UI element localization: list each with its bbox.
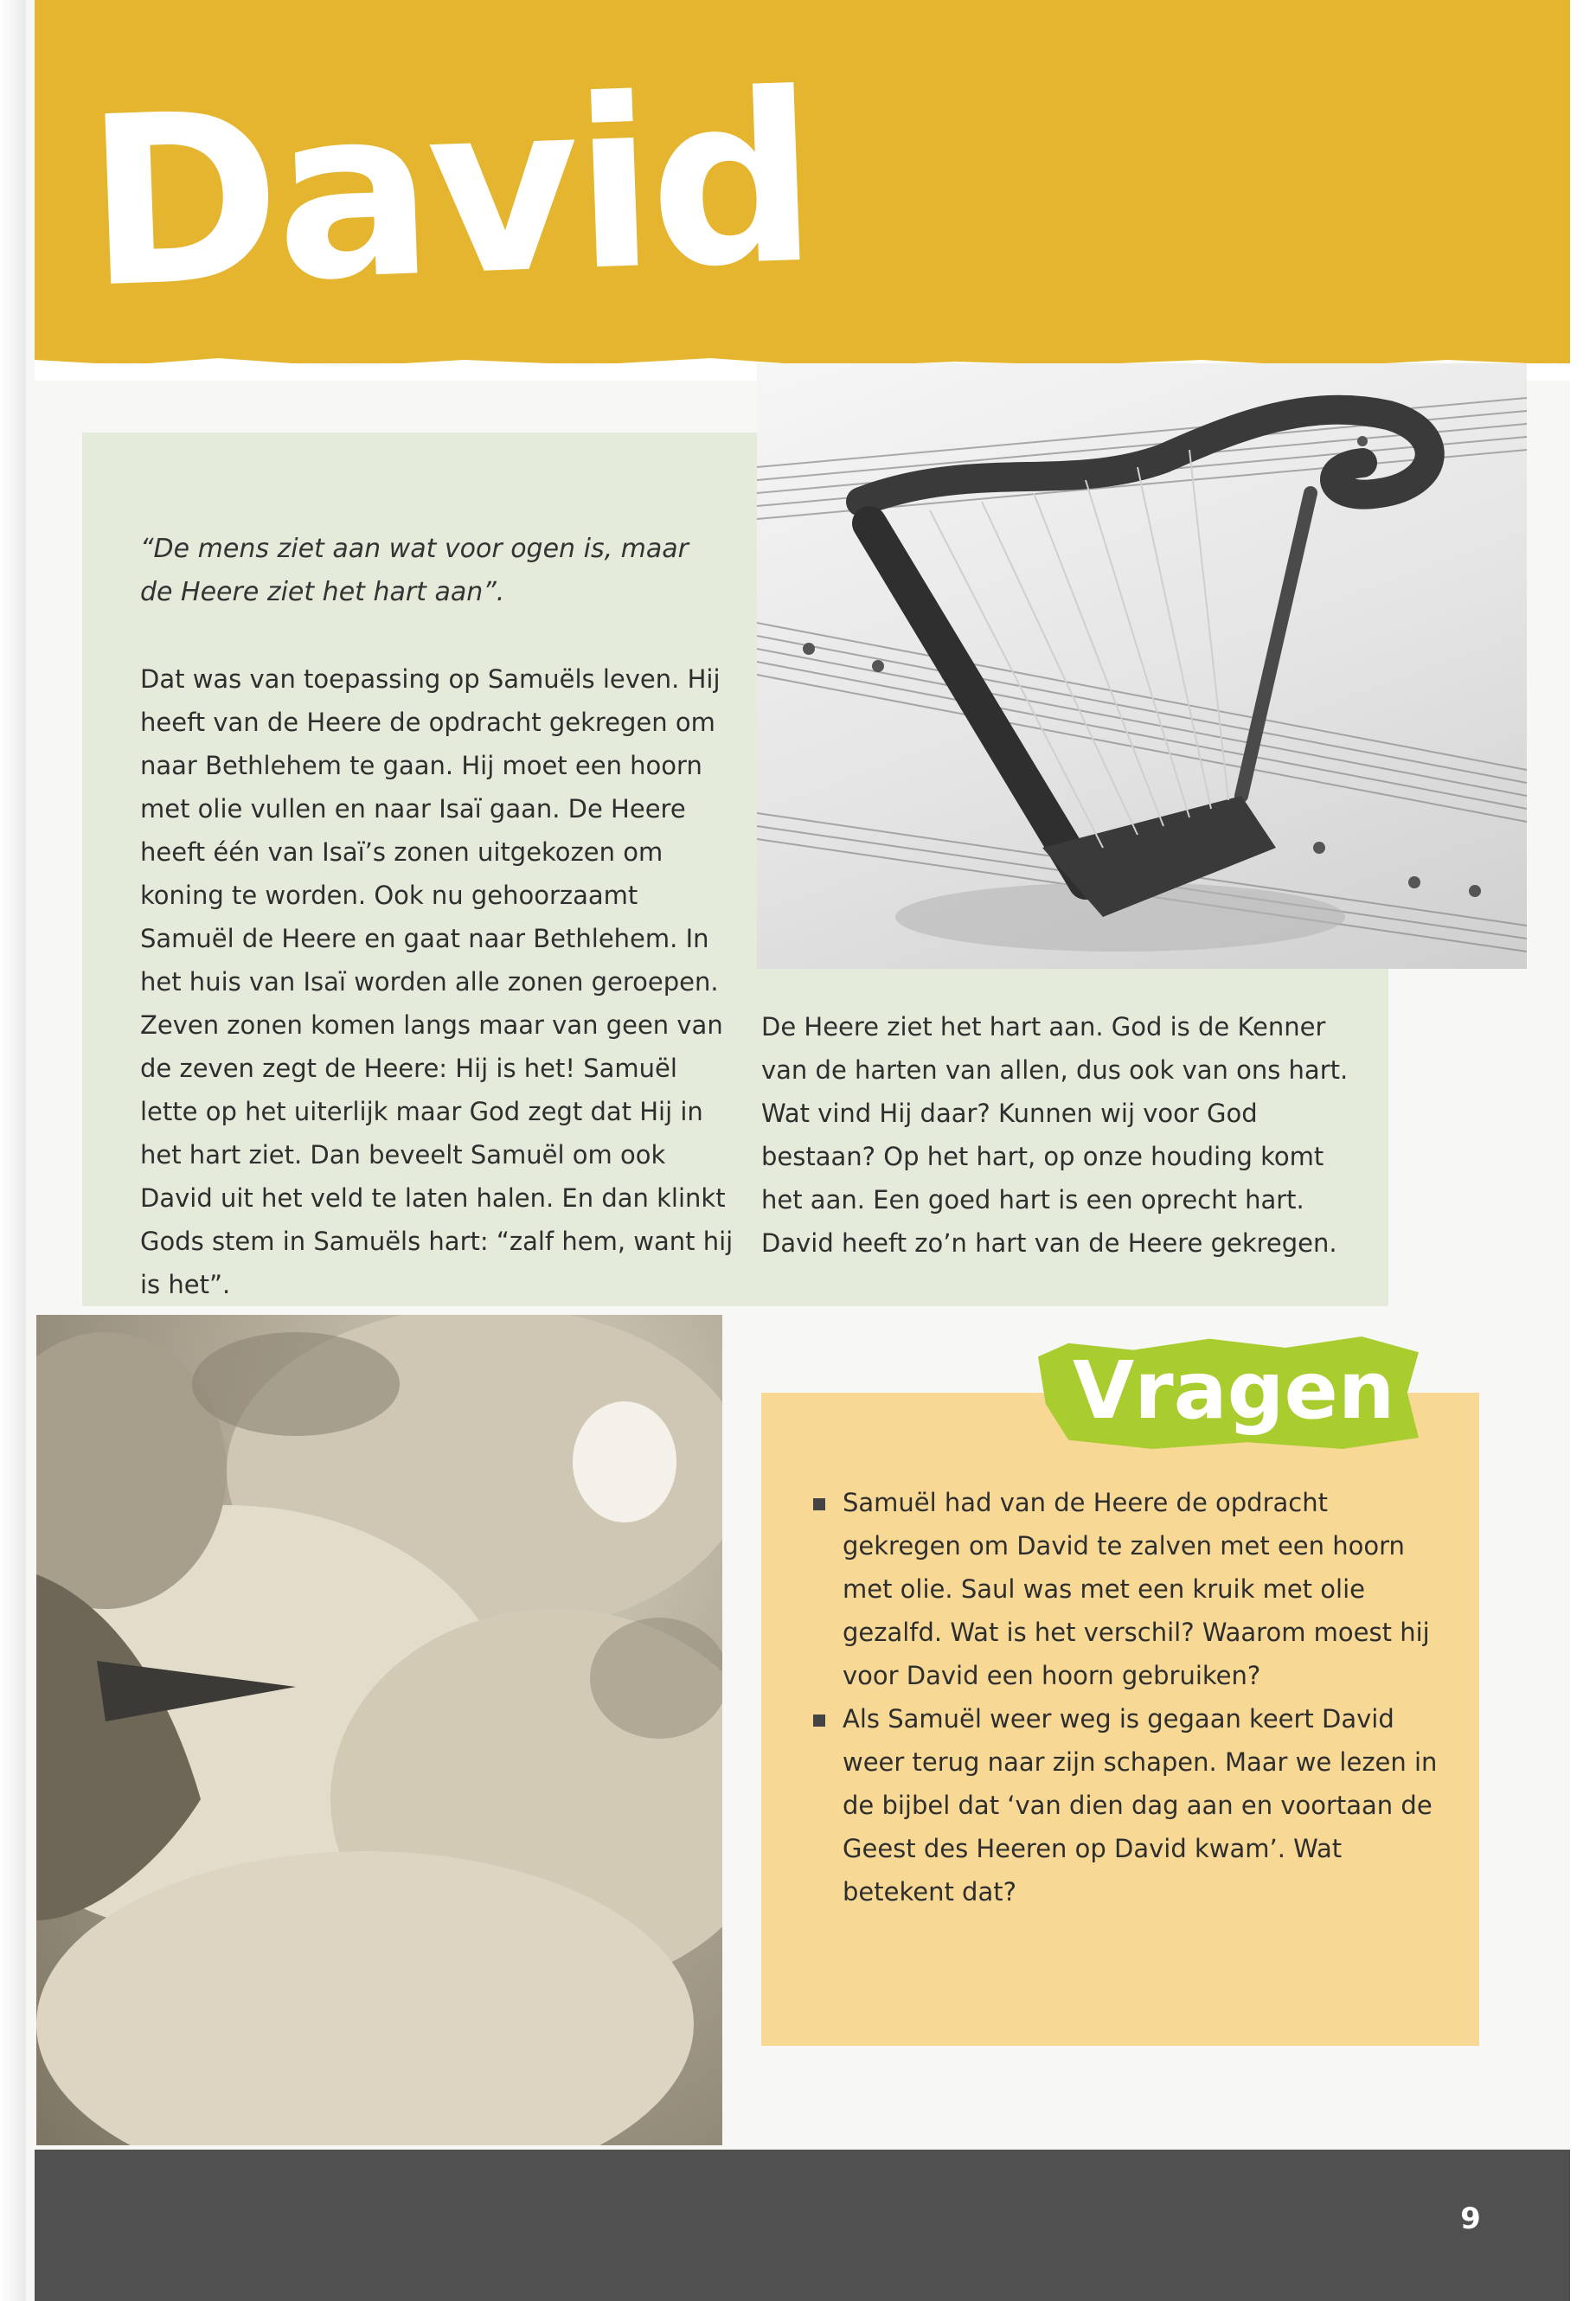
- sheep-photo: [36, 1315, 722, 2145]
- questions-heading: Vragen: [1073, 1344, 1395, 1437]
- questions-list: [813, 1481, 1453, 1913]
- page-number: 9: [1460, 2202, 1481, 2236]
- question-item: Als Samuël weer weg is gegaan keert David weer terug naar zijn schapen. Maar we lezen in de bijbel dat ‘van dien dag aan en voortaan de Geest des Heeren op David kwam’. Wat betekent dat?: [813, 1697, 1453, 1913]
- sheep-image: [36, 1315, 722, 2145]
- page-title: David: [81, 42, 817, 340]
- footer-band: [35, 2150, 1570, 2301]
- harp-photo: [757, 363, 1527, 969]
- body-paragraph-1: Dat was van toepassing op Samuëls leven. Hij heeft van de Heere de opdracht gekregen om naar Bethlehem te gaan. Hij moet een hoorn met olie vullen en naar Isaï gaan. De Heere heeft één van Isaï’s zonen uitgekozen om koning te worden. Ook nu gehoorzaamt Samuël de Heere en gaat naar Bethlehem. In het huis van Isaï worden alle zonen geroepen. Zeven zonen komen langs maar van geen van de zeven zegt de Heere: Hij is het! Samuël lette op het uiterlijk maar God zegt dat Hij in het hart ziet. Dan beveelt Samuël om ook David uit het veld te laten halen. En dan klinkt Gods stem in Samuëls hart: “zalf hem, want hij is het”.: [140, 664, 734, 1299]
- bible-quote: “De mens ziet aan wat voor ogen is, maar de Heere ziet het hart aan”.: [140, 534, 689, 607]
- question-item: Samuël had van de Heere de opdracht gekregen om David te zalven met een hoorn met olie. Saul was met een kruik met olie gezalfd. Wat is het verschil? Waarom moest hij voor David een hoorn gebruiken?: [813, 1481, 1453, 1697]
- harp-image: [757, 363, 1527, 969]
- body-paragraph-2: De Heere ziet het hart aan. God is de Kenner van de harten van allen, dus ook van ons hart. Wat vind Hij daar? Kunnen wij voor God bestaan? Op het hart, op onze houding komt het aan. Een goed hart is een oprecht hart. David heeft zo’n hart van de Heere gekregen.: [761, 1012, 1349, 1258]
- page-edge-shadow: [0, 0, 26, 2301]
